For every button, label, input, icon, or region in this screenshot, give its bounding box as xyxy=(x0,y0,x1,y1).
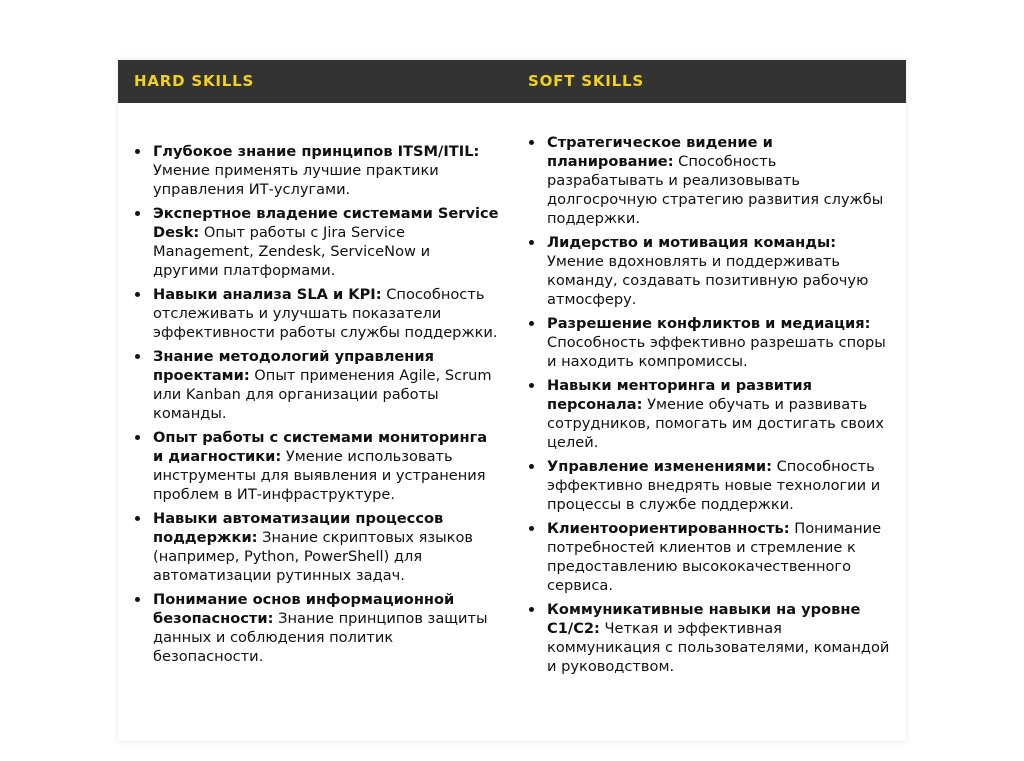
soft-skills-list xyxy=(547,133,893,681)
skill-term: Глубокое знание принципов ITSM/ITIL: xyxy=(153,143,480,160)
skill-description: Умение вдохновлять и поддерживать команду, создавать позитивную рабочую атмосферу. xyxy=(547,253,869,308)
skill-term: Коммуникативные навыки на уровне C1/C2: xyxy=(547,601,861,637)
skill-description: Четкая и эффективная коммуникация с пользователями, командой и руководством. xyxy=(547,620,890,675)
skill-term: Клиентоориентированность: xyxy=(547,520,790,537)
list-item xyxy=(547,600,893,676)
skill-term: Навыки автоматизации процессов поддержки: xyxy=(153,510,444,546)
skill-description: Умение обучать и развивать сотрудников, помогать им достигать своих целей. xyxy=(547,396,885,451)
skill-description: Способность разрабатывать и реализовывать долгосрочную стратегию развития службы поддержки. xyxy=(547,153,884,227)
skill-description: Опыт работы с Jira Service Management, Zendesk, ServiceNow и другими платформами. xyxy=(153,224,431,279)
skill-term: Лидерство и мотивация команды: xyxy=(547,234,837,251)
list-item xyxy=(547,519,893,595)
list-item xyxy=(547,457,893,514)
list-item xyxy=(547,314,893,371)
skill-term: Навыки менторинга и развития персонала: xyxy=(547,377,813,413)
hard-skills-list xyxy=(153,142,499,671)
skill-description: Способность отслеживать и улучшать показатели эффективности работы службы поддержки. xyxy=(153,286,498,341)
skill-term: Управление изменениями: xyxy=(547,458,772,475)
soft-skills-heading: SOFT SKILLS xyxy=(528,72,644,90)
skill-description: Понимание потребностей клиентов и стремление к предоставлению высококачественного сервиса. xyxy=(547,520,882,594)
skills-table xyxy=(118,60,906,741)
skill-term: Стратегическое видение и планирование: xyxy=(547,134,773,170)
list-item xyxy=(547,376,893,452)
skill-description: Умение применять лучшие практики управления ИТ-услугами. xyxy=(153,162,439,198)
list-item xyxy=(547,133,893,228)
skill-term: Опыт работы с системами мониторинга и диагностики: xyxy=(153,429,488,465)
list-item xyxy=(153,285,499,342)
skill-description: Знание принципов защиты данных и соблюдения политик безопасности. xyxy=(153,610,488,665)
skill-term: Навыки анализа SLA и KPI: xyxy=(153,286,382,303)
skill-term: Разрешение конфликтов и медиация: xyxy=(547,315,871,332)
skill-term: Знание методологий управления проектами: xyxy=(153,348,434,384)
hard-skills-heading: HARD SKILLS xyxy=(134,72,255,90)
table-header xyxy=(118,60,906,103)
skill-description: Умение использовать инструменты для выявления и устранения проблем в ИТ-инфраструктуре. xyxy=(153,448,486,503)
skill-description: Знание скриптовых языков (например, Python, PowerShell) для автоматизации рутинных задач. xyxy=(153,529,474,584)
list-item xyxy=(153,204,499,280)
list-item xyxy=(547,233,893,309)
skill-description: Способность эффективно внедрять новые технологии и процессы в службе поддержки. xyxy=(547,458,881,513)
skill-description: Способность эффективно разрешать споры и находить компромиссы. xyxy=(547,334,886,370)
list-item xyxy=(153,142,499,199)
list-item xyxy=(153,590,499,666)
skill-term: Экспертное владение системами Service Desk: xyxy=(153,205,499,241)
list-item xyxy=(153,509,499,585)
skill-description: Опыт применения Agile, Scrum или Kanban для организации работы команды. xyxy=(153,367,492,422)
list-item xyxy=(153,428,499,504)
skill-term: Понимание основ информационной безопасности: xyxy=(153,591,455,627)
list-item xyxy=(153,347,499,423)
